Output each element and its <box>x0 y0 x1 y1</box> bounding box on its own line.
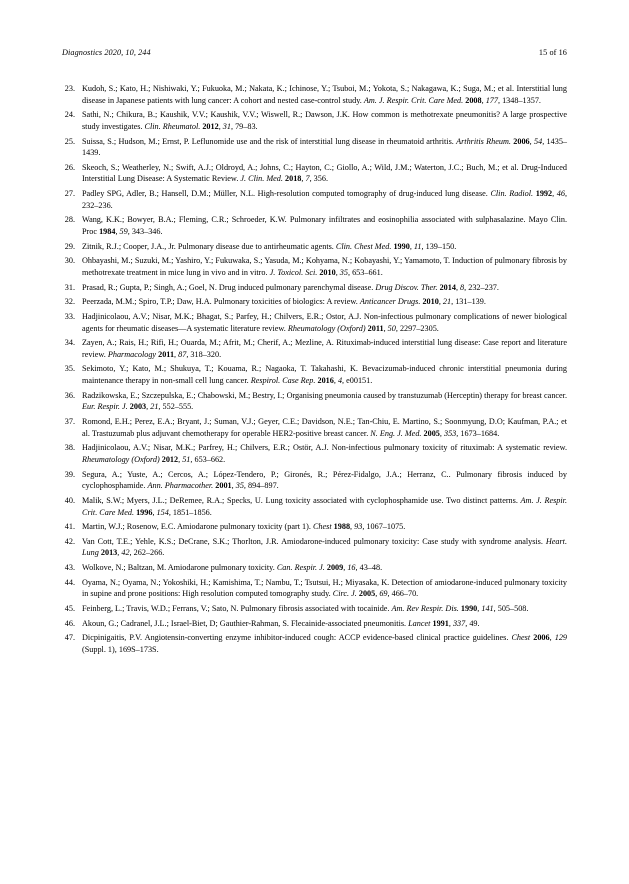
reference-item <box>62 83 567 106</box>
reference-number: 41. <box>64 522 75 532</box>
reference-text: Oyama, N.; Oyama, N.; Yokoshiki, H.; Kamishima, T.; Nambu, T.; Tsutsui, H.; Miyasaka, K. Detection of amiodarone-induced pulmonary toxicity in supine and prone positions: High resolution computed tomography study. Circ. J. 2005, 69, 466–70. <box>82 577 567 599</box>
reference-text: Segura, A.; Yuste, A.; Cercos, A.; López-Tendero, P.; Gironés, R.; Pérez-Fidalgo, J.A.; Herranz, C.. Pulmonary fibrosis induced by cyclophosphamide. Ann. Pharmacother. 2001, 35, 894–897. <box>82 469 567 491</box>
reference-text: Padley SPG, Adler, B.; Hansell, D.M.; Müller, N.L. High-resolution computed tomography of drug-induced lung disease. Clin. Radiol. 1992, 46, 232–236. <box>82 189 567 210</box>
reference-item <box>62 632 567 655</box>
reference-text: Zayen, A.; Rais, H.; Rifi, H.; Ouarda, M.; Afrit, M.; Cherif, A.; Mezline, A. Rituximab-induced interstitial lung disease: Case report and literature review. Pharmacology 2011, 87, 318–320. <box>82 338 567 359</box>
reference-item <box>62 390 567 413</box>
reference-text: Suissa, S.; Hudson, M.; Ernst, P. Leflunomide use and the risk of interstitial lung disease in rheumatoid arthritis. Arthritis Rheum. 2006, 54, 1435–1439. <box>82 136 568 158</box>
reference-number: 23. <box>64 84 75 93</box>
reference-text: Skeoch, S.; Weatherley, N.; Swift, A.J.; Oldroyd, A.; Johns, C.; Hayton, C.; Giollo, A.; Wild, J.M.; Waterton, J.C.; Buch, M.; et al. Drug-Induced Interstitial Lung Disease: A Systematic Review. J. Clin. Med. 2018, 7, 356. <box>82 162 567 184</box>
reference-text: Dicpinigaitis, P.V. Angiotensin-converting enzyme inhibitor-induced cough: ACCP evidence-based clinical practice guidelines. Chest 2006, 129 (Suppl. 1), 169S–173S. <box>82 633 568 654</box>
reference-number: 40. <box>64 495 75 505</box>
reference-number: 42. <box>64 536 75 546</box>
reference-text: Wolkove, N.; Baltzan, M. Amiodarone pulmonary toxicity. Can. Respir. J. 2009, 16, 43–48. <box>82 563 383 573</box>
reference-item <box>62 442 567 465</box>
reference-number: 29. <box>64 241 75 251</box>
reference-number: 47. <box>64 633 75 643</box>
reference-text: Romond, E.H.; Perez, E.A.; Bryant, J.; Suman, V.J.; Geyer, C.E.; Davidson, N.E.; Tan-Chiu, E. Martino, S.; Soonmyung, D.O; Kaufman, P.A.; et al. Trastuzumab plus adjuvant chemotherapy for operable HER2-positive breast cancer. N. Eng. J. Med. 2005, 353, 1673–1684. <box>82 417 567 438</box>
reference-item <box>62 311 567 334</box>
reference-number: 35. <box>64 364 75 374</box>
reference-item <box>62 162 567 185</box>
reference-item <box>62 255 567 278</box>
reference-text: Feinberg, L.; Travis, W.D.; Ferrans, V.; Sato, N. Pulmonary fibrosis associated with tocainide. Am. Rev Respir. Dis. 1990, 141, 505–508. <box>82 603 529 613</box>
reference-number: 46. <box>64 618 75 628</box>
reference-item <box>62 577 567 600</box>
reference-item <box>62 416 567 439</box>
reference-text: Van Cott, T.E.; Yehle, K.S.; DeCrane, S.K.; Thorlton, J.R. Amiodarone-induced pulmonary toxicity: Case study with syndrome analysis. Heart. Lung 2013, 42, 262–266. <box>82 536 567 558</box>
reference-item <box>62 282 567 294</box>
reference-text: Kudoh, S.; Kato, H.; Nishiwaki, Y.; Fukuoka, M.; Nakata, K.; Ichinose, Y.; Tsuboi, M.; Yokota, S.; Nakagawa, K.; Suga, M.; et al. Interstitial lung disease in Japanese patients with lung cancer: A cohort and nested case-control study. Am. J. Respir. Crit. Care Med. 2008, 177, 1348–1357. <box>82 84 567 105</box>
reference-number: 31. <box>64 282 75 292</box>
reference-text: Sekimoto, Y.; Kato, M.; Shukuya, T.; Kouama, R.; Nagaoka, T. Takahashi, K. Bevacizumab-induced chronic interstitial pneumonia during maintenance therapy in non-small cell lung cancer. Respirol. Case Rep. 2016, 4, e00151. <box>82 364 567 386</box>
reference-text: Sathi, N.; Chikura, B.; Kaushik, V.V.; Kaushik, V.V.; Wiswell, R.; Dawson, J.K. How common is methotrexate pneumonitis? A large prospective study investigates. Clin. Rheumatol. 2012, 31, 79–83. <box>82 110 567 131</box>
reference-number: 36. <box>64 390 75 400</box>
reference-item <box>62 521 567 533</box>
reference-item <box>62 618 567 630</box>
page-number: 15 of 16 <box>538 48 567 57</box>
reference-item <box>62 469 567 492</box>
reference-item <box>62 337 567 360</box>
running-head <box>62 48 567 57</box>
reference-number: 45. <box>64 603 75 613</box>
reference-number: 27. <box>64 189 75 199</box>
reference-number: 24. <box>64 110 75 120</box>
reference-text: Akoun, G.; Cadranel, J.L.; Israel-Biet, D; Gauthier-Rahman, S. Flecainide-associated pneumonitis. Lancet 1991, 337, 49. <box>82 618 480 628</box>
reference-item <box>62 495 567 518</box>
reference-number: 44. <box>64 577 75 587</box>
reference-number: 43. <box>64 563 75 573</box>
reference-item <box>62 241 567 253</box>
reference-number: 28. <box>64 215 75 225</box>
reference-list <box>62 83 567 656</box>
reference-item <box>62 562 567 574</box>
reference-item <box>62 136 567 159</box>
reference-number: 33. <box>64 311 75 321</box>
reference-number: 32. <box>64 297 75 307</box>
reference-item <box>62 109 567 132</box>
reference-text: Wang, K.K.; Bowyer, B.A.; Fleming, C.R.; Schroeder, K.W. Pulmonary infiltrates and eosinophilia associated with sulphasalazine. Mayo Clin. Proc 1984, 59, 343–346. <box>82 215 567 237</box>
reference-number: 30. <box>64 256 75 266</box>
reference-number: 25. <box>64 136 75 146</box>
reference-item <box>62 214 567 237</box>
reference-text: Peerzada, M.M.; Spiro, T.P.; Daw, H.A. Pulmonary toxicities of biologics: A review. Anticancer Drugs. 2010, 21, 131–139. <box>82 297 486 307</box>
reference-number: 26. <box>64 162 75 172</box>
reference-text: Zitnik, R.J.; Cooper, J.A., Jr. Pulmonary disease due to antirheumatic agents. Clin. Chest Med. 1990, 11, 139–150. <box>82 241 457 251</box>
reference-text: Malik, S.W.; Myers, J.L.; DeRemee, R.A.; Specks, U. Lung toxicity associated with cyclophosphamide use. Two distinct patterns. Am. J. Respir. Crit. Care Med. 1996, 154, 1851–1856. <box>82 495 568 517</box>
reference-text: Hadjinicolaou, A.V.; Nisar, M.K.; Parfrey, H.; Chilvers, E.R.; Ostör, A.J. Non-infectious pulmonary toxicity of rituximab: A systematic review. Rheumatology (Oxford) 2012, 51, 653–662. <box>82 443 567 464</box>
journal-citation: Diagnostics 2020, 10, 244 <box>62 48 151 57</box>
reference-item <box>62 536 567 559</box>
reference-text: Hadjinicolaou, A.V.; Nisar, M.K.; Bhagat, S.; Parfey, H.; Chilvers, E.R.; Ostor, A.J. Non-infectious pulmonary complications of newer biological agents for rheumatic diseases—A systematic literature review. Rheumatology (Oxford) 2011, 50, 2297–2305. <box>82 311 567 333</box>
reference-text: Prasad, R.; Gupta, P.; Singh, A.; Goel, N. Drug induced pulmonary parenchymal disease. Drug Discov. Ther. 2014, 8, 232–237. <box>82 282 499 292</box>
reference-number: 39. <box>64 469 75 479</box>
reference-number: 37. <box>64 417 75 427</box>
reference-item <box>62 188 567 211</box>
reference-text: Radzikowska, E.; Szczepulska, E.; Chabowski, M.; Bestry, I.; Organising pneumonia caused by transtuzumab (Herceptin) therapy for breast cancer. Eur. Respir. J. 2003, 21, 552–555. <box>82 390 567 412</box>
reference-item <box>62 363 567 386</box>
reference-text: Ohbayashi, M.; Suzuki, M.; Yashiro, Y.; Fukuwaka, S.; Yasuda, M.; Kohyama, N.; Kobayashi, Y.; Yamamoto, T. Induction of pulmonary fibrosis by methotrexate treatment in mice lung in vivo and in vitro. J. Toxicol. Sci. 2010, 35, 653–661. <box>82 256 567 277</box>
reference-text: Martin, W.J.; Rosenow, E.C. Amiodarone pulmonary toxicity (part 1). Chest 1988, 93, 1067–1075. <box>82 522 406 532</box>
reference-item <box>62 296 567 308</box>
reference-number: 38. <box>64 443 75 453</box>
reference-item <box>62 603 567 615</box>
reference-number: 34. <box>64 338 75 348</box>
